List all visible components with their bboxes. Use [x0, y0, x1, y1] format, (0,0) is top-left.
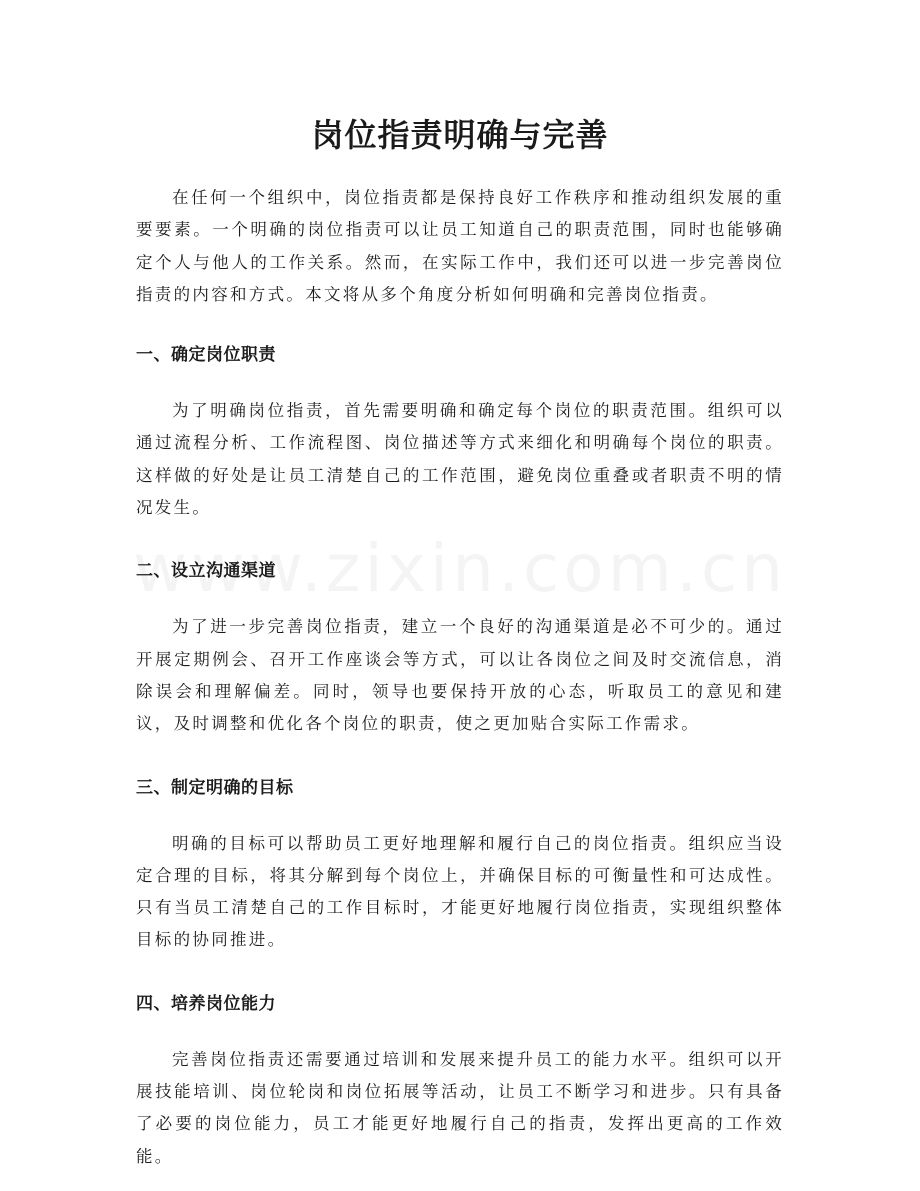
section-heading-2: 二、设立沟通渠道 — [136, 561, 276, 582]
section-heading-3: 三、制定明确的目标 — [136, 777, 294, 798]
section-heading-1: 一、确定岗位职责 — [136, 345, 276, 366]
section-body-1: 为了明确岗位指责，首先需要明确和确定每个岗位的职责范围。组织可以通过流程分析、工作流程图、岗位描述等方式来细化和明确每个岗位的职责。这样做的好处是让员工清楚自己的工作范围，避免岗位重叠或者职责不明的情况发生。 — [136, 401, 784, 518]
section-body-3: 明确的目标可以帮助员工更好地理解和履行自己的岗位指责。组织应当设定合理的目标，将其分解到每个岗位上，并确保目标的可衡量性和可达成性。只有当员工清楚自己的工作目标时，才能更好地履行岗位指责，实现组织整体目标的协同推进。 — [136, 833, 784, 950]
intro-paragraph: 在任何一个组织中，岗位指责都是保持良好工作秩序和推动组织发展的重要要素。一个明确的岗位指责可以让员工知道自己的职责范围，同时也能够确定个人与他人的工作关系。然而，在实际工作中，我们还可以进一步完善岗位指责的内容和方式。本文将从多个角度分析如何明确和完善岗位指责。 — [136, 188, 784, 304]
section-body-4: 完善岗位指责还需要通过培训和发展来提升员工的能力水平。组织可以开展技能培训、岗位轮岗和岗位拓展等活动，让员工不断学习和进步。只有具备了必要的岗位能力，员工才能更好地履行自己的指责，发挥出更高的工作效能。 — [136, 1049, 784, 1166]
document-title: 岗位指责明确与完善 — [311, 116, 609, 154]
section-heading-4: 四、培养岗位能力 — [136, 993, 276, 1014]
section-body-2: 为了进一步完善岗位指责，建立一个良好的沟通渠道是必不可少的。通过开展定期例会、召开工作座谈会等方式，可以让各岗位之间及时交流信息，消除误会和理解偏差。同时，领导也要保持开放的心态，听取员工的意见和建议，及时调整和优化各个岗位的职责，使之更加贴合实际工作需求。 — [136, 617, 784, 734]
